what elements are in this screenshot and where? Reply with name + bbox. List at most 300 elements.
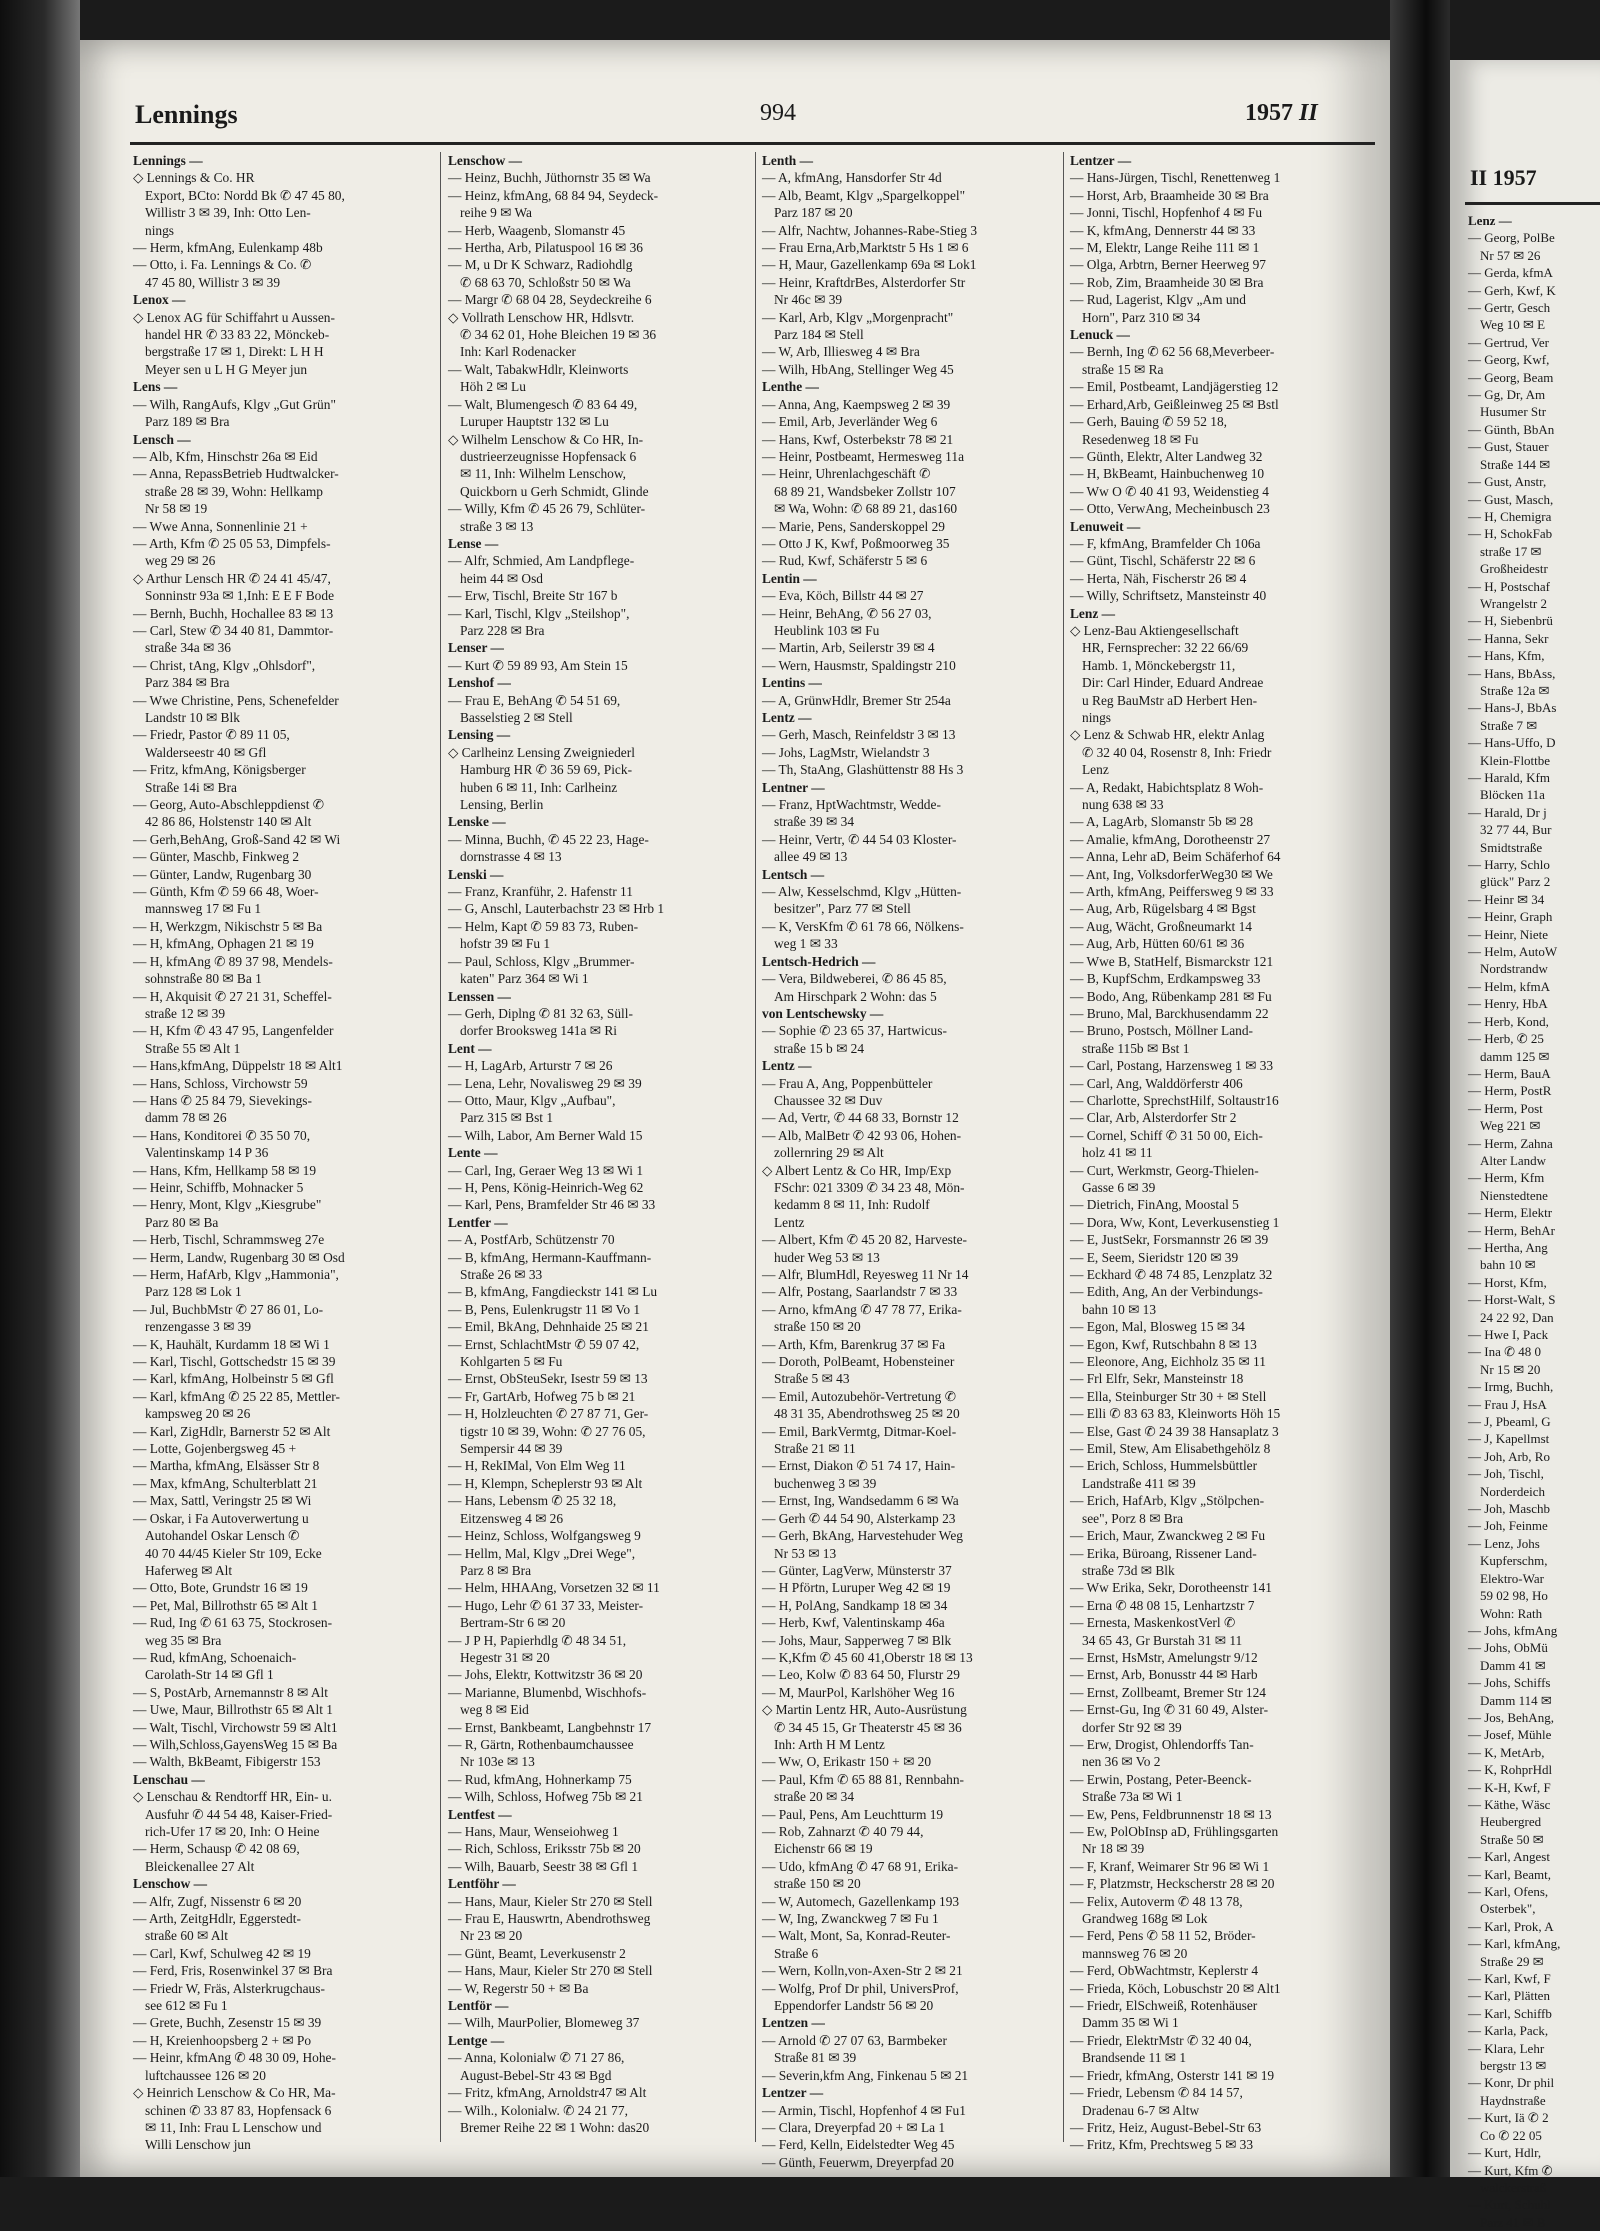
directory-entry-line: — Gust, Anstr, (1468, 474, 1547, 490)
directory-entry-line: — Max, kfmAng, Schulterblatt 21 (133, 1475, 318, 1491)
directory-entry-line: — Arth, Kfm, Barenkrug 37 ✉ Fa (762, 1336, 946, 1352)
directory-entry-line: — H, kfmAng, Ophagen 21 ✉ 19 (133, 936, 314, 952)
directory-entry-line: — Heinr, Schiffb, Mohnacker 5 (133, 1179, 304, 1195)
directory-entry-line: — Ernst, Ing, Wandsedamm 6 ✉ Wa (762, 1493, 959, 1509)
directory-entry-line: — H, Klempn, Scheplerstr 93 ✉ Alt (448, 1475, 643, 1491)
facing-header-rule (1465, 202, 1600, 205)
surname-heading: Lensch — (133, 431, 191, 447)
directory-entry-line: — Arth, kfmAng, Peiffersweg 9 ✉ 33 (1070, 884, 1274, 900)
directory-entry-line: — Martha, kfmAng, Elsässer Str 8 (133, 1458, 320, 1474)
directory-entry-line: Nordstrandw (1480, 961, 1548, 977)
directory-entry-line: — Erw, Tischl, Breite Str 167 b (448, 588, 618, 604)
directory-entry-line: — Clar, Arb, Alsterdorfer Str 2 (1070, 1110, 1237, 1126)
directory-entry-line: Dradenau 6-7 ✉ Altw (1082, 2102, 1200, 2118)
directory-entry-line: — H, Holzleuchten ✆ 27 87 71, Ger- (448, 1406, 649, 1422)
directory-entry-line: renzengasse 3 ✉ 39 (145, 1319, 252, 1335)
directory-entry-line: — Karl, Ofens, (1468, 1884, 1549, 1899)
directory-entry-line: luftchaussee 126 ✉ 20 (145, 2067, 266, 2083)
firm-entry-line: ◇ Lenschau & Rendtorff HR, Ein- u. (133, 1789, 332, 1805)
directory-entry-line: — Gerda, kfmA (1468, 265, 1553, 281)
directory-entry-line: — Leo, Kolw ✆ 83 64 50, Flurstr 29 (762, 1667, 960, 1683)
directory-entry-line: — Ina ✆ 48 0 (1468, 1344, 1541, 1360)
directory-entry-line: — Bodo, Ang, Rübenkamp 281 ✉ Fu (1070, 988, 1272, 1004)
directory-entry-line: — Anna, Ang, Kaempsweg 2 ✉ 39 (762, 396, 951, 412)
directory-entry-line: — B, KupfSchm, Erdkampsweg 33 (1070, 971, 1261, 987)
directory-entry-line: — Bruno, Mal, Barckhusendamm 22 (1070, 1005, 1269, 1021)
directory-entry-line: straße 150 ✉ 20 (774, 1319, 861, 1335)
directory-entry-line: bergstraße 17 ✉ 1, Direkt: L H H (145, 344, 324, 360)
directory-entry-line: weg 1 ✉ 33 (774, 936, 838, 952)
directory-entry-line: kedamm 8 ✉ 11, Inh: Rudolf (774, 1197, 930, 1213)
directory-entry-line: Hegestr 31 ✉ 20 (460, 1649, 550, 1665)
directory-entry-line: straße 17 ✉ (1480, 543, 1542, 559)
directory-entry-line: — Heinr, Uhrenlachgeschäft ✆ (762, 466, 931, 482)
directory-entry-line: 34 65 43, Gr Burstah 31 ✉ 11 (1082, 1632, 1243, 1648)
directory-entry-line: — Hans, Maur, Kieler Str 270 ✉ Stell (448, 1963, 653, 1979)
directory-entry-line: — Gerh,BehAng, Groß-Sand 42 ✉ Wi (133, 831, 341, 847)
directory-entry-line: Grandweg 168g ✉ Lok (1082, 1911, 1208, 1927)
directory-entry-line: — R, Gärtn, Rothenbaumchaussee (448, 1736, 634, 1752)
directory-entry-line: — Herm, HafArb, Klgv „Hammonia", (133, 1267, 339, 1282)
directory-entry-line: Parz 128 ✉ Lok 1 (145, 1284, 242, 1300)
directory-entry-line: — K,Kfm ✆ 45 60 41,Oberstr 18 ✉ 13 (762, 1649, 973, 1665)
directory-entry-line: — H, PolAng, Sandkamp 18 ✉ 34 (762, 1597, 948, 1613)
surname-heading: Lentsch-Hedrich — (762, 953, 876, 969)
directory-entry-line: Meyer sen u L H G Meyer jun (145, 361, 308, 377)
directory-entry-line: — Irmg, Buchh, (1468, 1379, 1554, 1395)
directory-entry-line: — K, Hauhält, Kurdamm 18 ✉ Wi 1 (133, 1336, 330, 1352)
directory-entry-line: — K, VersKfm ✆ 61 78 66, Nölkens- (762, 918, 964, 934)
directory-entry-line: — Herb, Waagenb, Slomanstr 45 (448, 222, 626, 238)
directory-entry-line: — Wilh, Schloss, Hofweg 75b ✉ 21 (448, 1789, 643, 1805)
directory-entry-line: Autohandel Oskar Lensch ✆ (145, 1528, 300, 1544)
firm-entry-line: ◇ Lenz-Bau Aktiengesellschaft (1070, 622, 1239, 638)
directory-entry-line: — Armin, Tischl, Hopfenhof 4 ✉ Fu1 (762, 2102, 966, 2118)
directory-entry-line: 24 22 92, Dan (1480, 1309, 1554, 1325)
directory-entry-line: — Willy, Schriftsetz, Mansteinstr 40 (1070, 588, 1267, 604)
directory-entry-line: — Willy, Kfm ✆ 45 26 79, Schlüter- (448, 501, 646, 517)
directory-entry-line: — Rud, kfmAng, Schoenaich- (133, 1649, 297, 1665)
directory-entry-line: tigstr 10 ✉ 39, Wohn: ✆ 27 76 05, (460, 1423, 646, 1439)
directory-entry-line: dorfer Str 92 ✉ 39 (1082, 1719, 1182, 1735)
directory-entry-line: — Herm, Kfm (1468, 1170, 1545, 1186)
directory-entry-line: — Günth, Feuerwm, Dreyerpfad 20 (762, 2154, 954, 2170)
directory-entry-line: Parz 80 ✉ Ba (145, 1214, 219, 1230)
surname-heading: Lentzer — (762, 2085, 824, 2101)
header-rule (130, 142, 1375, 145)
directory-entry-line: — A, kfmAng, Hansdorfer Str 4d (762, 170, 942, 186)
directory-entry-line: — Erhard,Arb, Geißleinweg 25 ✉ Bstl (1070, 396, 1279, 412)
surname-heading: Lenski — (448, 866, 504, 882)
directory-entry-line: — Hans-J, BbAs (1468, 700, 1557, 716)
directory-entry-line: bahn 10 ✉ (1480, 1257, 1536, 1273)
directory-entry-line: — Gust, Stauer (1468, 439, 1549, 455)
directory-entry-line: — Marie, Pens, Sanderskoppel 29 (762, 518, 945, 534)
directory-entry-line: — Ernst, ObSteuSekr, Isestr 59 ✉ 13 (448, 1371, 648, 1387)
directory-entry-line: — Ww, O, Erikastr 150 + ✉ 20 (762, 1754, 932, 1770)
surname-heading: Lenox — (133, 292, 186, 308)
directory-entry-line: — Hans, Konditorei ✆ 35 50 70, (133, 1127, 311, 1143)
directory-entry-line: — Grete, Buchh, Zesenstr 15 ✉ 39 (133, 2015, 322, 2031)
column-divider (755, 152, 756, 2142)
directory-entry-line: — Lenz, Johs (1468, 1535, 1540, 1551)
directory-entry-line: Basselstieg 2 ✉ Stell (460, 710, 573, 725)
directory-entry-line: — Otto, Maur, Klgv „Aufbau", (448, 1092, 616, 1108)
directory-entry-line: katen" Parz 364 ✉ Wi 1 (460, 971, 589, 987)
directory-entry-line: — W, Regerstr 50 + ✉ Ba (448, 1980, 589, 1996)
directory-entry-line: — Erich, Schloss, Hummelsbüttler (1070, 1458, 1258, 1474)
facing-page-header: II 1957 (1470, 165, 1537, 190)
directory-entry-line: — Karl, Plätten (1468, 1988, 1550, 2004)
directory-entry-line: Inh: Arth H M Lentz (774, 1736, 885, 1752)
directory-entry-line: — Anna, RepassBetrieb Hudtwalcker- (133, 466, 339, 482)
directory-entry-line: — Dora, Ww, Kont, Leverkusenstieg 1 (1070, 1214, 1280, 1230)
directory-entry-line: — W, Arb, Illiesweg 4 ✉ Bra (762, 344, 920, 360)
directory-entry-line: Damm 35 ✉ Wi 1 (1082, 2015, 1179, 2031)
directory-entry-line: — Hellm, Mal, Klgv „Drei Wege", (448, 1545, 636, 1561)
directory-entry-line: — Elli ✆ 83 63 83, Kleinworts Höh 15 (1070, 1406, 1281, 1422)
directory-entry-line: Nr 53 ✉ 13 (774, 1545, 837, 1561)
directory-entry-line: Kohlgarten 5 ✉ Fu (460, 1354, 563, 1370)
surname-heading: Lenschow — (133, 1876, 208, 1892)
directory-entry-line: — H, BkBeamt, Hainbuchenweg 10 (1070, 466, 1265, 482)
directory-entry-line: Willi Lenschow jun (145, 2137, 251, 2153)
directory-entry-line: — Günter, Maschb, Finkweg 2 (133, 849, 300, 865)
surname-heading: Lenuweit — (1070, 518, 1141, 534)
directory-entry-line: — Albert, Kfm ✆ 45 20 82, Harveste- (762, 1232, 967, 1248)
surname-heading: Lente — (448, 1145, 498, 1161)
directory-entry-line: — Friedr, ElektrMstr ✆ 32 40 04, (1070, 2032, 1252, 2048)
directory-entry-line: sohnstraße 80 ✉ Ba 1 (145, 971, 262, 987)
directory-entry-line: Bleickenallee 27 Alt (145, 1858, 255, 1874)
directory-entry-line: — Hertha, Arb, Pilatuspool 16 ✉ 36 (448, 240, 643, 256)
directory-entry-line: — Fritz, kfmAng, Arnoldstr47 ✉ Alt (448, 2085, 647, 2101)
directory-entry-line: 48 31 35, Abendrothsweg 25 ✉ 20 (774, 1406, 960, 1422)
directory-entry-line: — Wwe Anna, Sonnenlinie 21 + (133, 518, 308, 534)
directory-entry-line: — Wilh, RangAufs, Klgv „Gut Grün" (133, 396, 336, 412)
directory-entry-line: — Otto, Bote, Grundstr 16 ✉ 19 (133, 1580, 308, 1596)
directory-entry-line: — Herm, BehAr (1468, 1222, 1556, 1238)
directory-entry-line: straße 12 ✉ 39 (145, 1005, 226, 1021)
directory-entry-line: — Herm, Post (1468, 1100, 1543, 1116)
directory-entry-line: straße 15 ✉ Ra (1082, 361, 1164, 377)
directory-entry-line: Nr 23 ✉ 20 (460, 1928, 523, 1944)
directory-entry-line: — Carl, Stew ✆ 34 40 81, Dammtor- (133, 622, 334, 638)
directory-entry-line: Lensing, Berlin (460, 797, 544, 813)
directory-entry-line: Carolath-Str 14 ✉ Gfl 1 (145, 1667, 274, 1683)
directory-entry-line: 68 89 21, Wandsbeker Zollstr 107 (774, 483, 956, 499)
firm-entry-line: ◇ Martin Lentz HR, Auto-Ausrüstung (762, 1702, 967, 1718)
directory-entry-line: — Erich, Maur, Zwanckweg 2 ✉ Fu (1070, 1528, 1266, 1544)
surname-heading: Lennings — (133, 153, 203, 168)
directory-entry-line: Straße 14i ✉ Bra (145, 779, 237, 795)
directory-entry-line: — A, LagArb, Slomanstr 5b ✉ 28 (1070, 814, 1254, 830)
directory-entry-line: Parz 41 ✉ B (1480, 2214, 1546, 2230)
directory-entry-line: Parz 315 ✉ Bst 1 (460, 1110, 554, 1126)
directory-entry-line: Alter Landw (1480, 1152, 1547, 1168)
directory-entry-line: heim 44 ✉ Osd (460, 570, 544, 586)
directory-entry-line: — Karl, Prok, A (1468, 1918, 1554, 1934)
directory-entry-line: — Bruno, Postsch, Möllner Land- (1070, 1023, 1253, 1039)
directory-entry-line: — F, kfmAng, Bramfelder Ch 106a (1070, 535, 1261, 551)
directory-entry-line: — Otto J K, Kwf, Poßmoorweg 35 (762, 535, 950, 551)
directory-entry-line: Nr 15 ✉ 20 (1480, 1361, 1541, 1377)
directory-entry-line: — Karl, Tischl, Klgv „Steilshop", (448, 605, 630, 621)
directory-entry-line: — Käthe, Wäsc (1468, 1796, 1551, 1812)
directory-entry-line: ✆ 34 45 15, Gr Theaterstr 45 ✉ 36 (774, 1719, 962, 1735)
surname-heading: Lentz — (762, 1058, 812, 1074)
directory-entry-line: Lentz (774, 1214, 805, 1230)
directory-entry-line: 40 70 44/45 Kieler Str 109, Ecke (145, 1545, 322, 1561)
directory-entry-line: — Herb, ✆ 25 (1468, 1031, 1544, 1047)
surname-heading: Lenz — (1468, 213, 1512, 228)
directory-entry-line: straße 15 b ✉ 24 (774, 1040, 865, 1056)
directory-entry-line: — Heinr, BehAng, ✆ 56 27 03, (762, 605, 932, 621)
directory-entry-line: — Gust, Masch, (1468, 491, 1554, 507)
directory-entry-line: rich-Ufer 17 ✉ 20, Inh: O Heine (145, 1824, 320, 1839)
directory-entry-line: mannsweg 76 ✉ 20 (1082, 1945, 1188, 1961)
directory-entry-line: — Sophie ✆ 23 65 37, Hartwicus- (762, 1023, 947, 1039)
directory-entry-line: — Rob, Zim, Braamheide 30 ✉ Bra (1070, 274, 1264, 290)
directory-entry-line: — Wilh, MaurPolier, Blomeweg 37 (448, 2015, 640, 2031)
directory-entry-line: — Ernst, Arb, Bonusstr 44 ✉ Harb (1070, 1667, 1258, 1683)
directory-entry-line: — G, Anschl, Lauterbachstr 23 ✉ Hrb 1 (448, 901, 665, 917)
directory-entry-line: see", Porz 8 ✉ Bra (1082, 1510, 1184, 1526)
directory-entry-line: Eppendorfer Landstr 56 ✉ 20 (774, 1998, 934, 2014)
firm-entry-line: ◇ Heinrich Lenschow & Co HR, Ma- (133, 2085, 336, 2101)
directory-entry-line: — Frau E, BehAng ✆ 54 51 69, (448, 692, 621, 708)
directory-entry-line: — Alb, Beamt, Klgv „Spargelkoppel" (762, 187, 966, 203)
directory-entry-line: — Olga, Arbtrn, Berner Heerweg 97 (1070, 257, 1266, 273)
directory-entry-line: — Ernst, Diakon ✆ 51 74 17, Hain- (762, 1458, 956, 1474)
directory-entry-line: August-Bebel-Str 43 ✉ Bgd (460, 2067, 612, 2083)
directory-entry-line: — Harald, Dr j (1468, 804, 1547, 820)
directory-entry-line: — Ernst, Zollbeamt, Bremer Str 124 (1070, 1684, 1266, 1700)
directory-entry-line: dorfer Brooksweg 141a ✉ Ri (460, 1023, 617, 1039)
directory-entry-line: hofstr 39 ✉ Fu 1 (460, 936, 551, 952)
directory-entry-line: — Erw, Drogist, Ohlendorffs Tan- (1070, 1736, 1254, 1752)
directory-entry-line: — Anna, Lehr aD, Beim Schäferhof 64 (1070, 849, 1281, 865)
directory-entry-line: — Kurt, Iä ✆ 2 (1468, 2110, 1549, 2126)
surname-heading: Lent — (448, 1040, 492, 1056)
directory-entry-line: Straße 21 ✉ 11 (774, 1441, 856, 1457)
directory-entry-line: — A, PostfArb, Schützenstr 70 (448, 1232, 615, 1248)
directory-entry-line: — H, Pens, König-Heinrich-Weg 62 (448, 1179, 644, 1195)
directory-entry-line: — Friedr, kfmAng, Osterstr 141 ✉ 19 (1070, 2067, 1275, 2083)
directory-entry-line: — Emil, Stew, Am Elisabethgehölz 8 (1070, 1441, 1271, 1457)
directory-entry-line: straße 28 ✉ 39, Wohn: Hellkamp (145, 483, 323, 499)
directory-entry-line: — Horst, Arb, Braamheide 30 ✉ Bra (1070, 187, 1269, 203)
directory-entry-line: — Walth, BkBeamt, Fibigerstr 153 (133, 1754, 321, 1770)
directory-entry-line: Straße 12a ✉ (1480, 682, 1550, 698)
directory-entry-line: ✆ 68 63 70, Schloßstr 50 ✉ Wa (460, 274, 631, 290)
directory-entry-line: — Carl, Ang, Walddörferstr 406 (1070, 1075, 1243, 1091)
directory-column-4 (1070, 152, 1360, 2154)
surname-heading: Lentfer — (448, 1214, 508, 1230)
directory-entry-line: — Harry, Schlo (1468, 857, 1550, 873)
directory-entry-line: — Kurt ✆ 59 89 93, Am Stein 15 (448, 657, 628, 673)
directory-entry-line: — Ww Erika, Sekr, Dorotheenstr 141 (1070, 1580, 1272, 1596)
directory-entry-line: — Rud, kfmAng, Hohnerkamp 75 (448, 1771, 632, 1787)
book-gutter (1390, 0, 1450, 2177)
directory-entry-line: — H, Kfm ✆ 43 47 95, Langenfelder (133, 1023, 334, 1039)
directory-entry-line: — Ella, Steinburger Str 30 + ✉ Stell (1070, 1388, 1267, 1404)
directory-entry-line: straße 115b ✉ Bst 1 (1082, 1040, 1190, 1056)
directory-entry-line: Parz 184 ✉ Stell (774, 327, 864, 343)
directory-entry-line: — J, Pbeaml, G (1468, 1414, 1551, 1430)
directory-entry-line: Osterbek", (1480, 1901, 1536, 1917)
directory-entry-line: Chaussee 32 ✉ Duv (774, 1092, 883, 1108)
directory-entry-line: — Josef, Mühle (1468, 1727, 1552, 1743)
directory-entry-line: — Hwe I, Pack (1468, 1327, 1549, 1342)
directory-entry-line: Parz 187 ✉ 20 (774, 205, 853, 221)
directory-column-3 (762, 152, 1052, 2171)
directory-entry-line: — Frau E, Hauswrtn, Abendrothsweg (448, 1911, 651, 1927)
directory-entry-line: — Günt, Beamt, Leverkusenstr 2 (448, 1945, 626, 1961)
directory-entry-line: — Johs, Schiffs (1468, 1675, 1551, 1691)
directory-entry-line: — Eckhard ✆ 48 74 85, Lenzplatz 32 (1070, 1267, 1273, 1282)
directory-entry-line: — Gerh, Masch, Reinfeldstr 3 ✉ 13 (762, 727, 956, 743)
directory-entry-line: — W, Automech, Gazellenkamp 193 (762, 1893, 960, 1909)
surname-heading: Lentz — (762, 710, 812, 725)
directory-entry-line: — Johs, LagMstr, Wielandstr 3 (762, 744, 930, 760)
directory-entry-line: — Rud, Lagerist, Klgv „Am und (1070, 292, 1246, 308)
directory-entry-line: — Carl, Ing, Geraer Weg 13 ✉ Wi 1 (448, 1162, 644, 1178)
directory-entry-line: — Herm, BauA (1468, 1065, 1551, 1081)
directory-entry-line: Husumer Str (1480, 404, 1547, 420)
directory-entry-line: — Gertr, Gesch (1468, 300, 1551, 316)
directory-entry-line: ✉ 11, Inh: Wilhelm Lenschow, (460, 466, 627, 482)
directory-entry-line: Co ✆ 22 05 (1480, 2127, 1542, 2143)
directory-entry-line: — Fr, GartArb, Hofweg 75 b ✉ 21 (448, 1388, 636, 1404)
firm-entry-line: ◇ Lennings & Co. HR (133, 170, 255, 186)
directory-entry-line: — Karl, Arb, Klgv „Morgenpracht" (762, 309, 954, 325)
directory-entry-line: Sempersir 44 ✉ 39 (460, 1441, 563, 1457)
directory-entry-line: — Marianne, Blumenbd, Wischhofs- (448, 1684, 647, 1700)
surname-heading: von Lentschewsky — (762, 1005, 884, 1021)
directory-entry-line: — Henry, Mont, Klgv „Kiesgrube" (133, 1197, 322, 1213)
directory-entry-line: — H, RekIMal, Von Elm Weg 11 (448, 1458, 626, 1474)
directory-entry-line: Straße 26 ✉ 33 (460, 1267, 543, 1282)
surname-heading: Lenthe — (762, 379, 819, 395)
directory-entry-line: bahn 10 ✉ 13 (1082, 1301, 1157, 1317)
directory-entry-line: — Severin,kfm Ang, Finkenau 5 ✉ 21 (762, 2067, 969, 2083)
directory-entry-line: — Arnold ✆ 27 07 63, Barmbeker (762, 2032, 947, 2048)
directory-entry-line: — J, Kapellmst (1468, 1431, 1550, 1447)
directory-entry-line: — Herm, PostR (1468, 1083, 1552, 1099)
directory-entry-line: — Bernh, Ing ✆ 62 56 68,Meverbeer- (1070, 344, 1275, 360)
directory-entry-line: Straße 29 ✉ (1480, 1953, 1544, 1969)
directory-entry-line: — Otto, VerwAng, Mecheinbusch 23 (1070, 501, 1270, 517)
directory-entry-line: — Friedr, ElSchweiß, Rotenhäuser (1070, 1998, 1258, 2014)
directory-entry-line: — Aug, Arb, Hütten 60/61 ✉ 36 (1070, 936, 1245, 952)
column-divider (440, 152, 441, 2142)
directory-entry-line: — Ernst, SchlachtMstr ✆ 59 07 42, (448, 1336, 640, 1352)
directory-entry-line: — Max, Sattl, Veringstr 25 ✉ Wi (133, 1493, 312, 1509)
directory-entry-line: — Paul, Kfm ✆ 65 88 81, Rennbahn- (762, 1771, 965, 1787)
directory-entry-line: — H, Maur, Gazellenkamp 69a ✉ Lok1 (762, 257, 977, 273)
page-number: 994 (760, 100, 796, 126)
directory-entry-line: — B, kfmAng, Fangdieckstr 141 ✉ Lu (448, 1284, 658, 1300)
directory-entry-line: — Ferd, Fris, Rosenwinkel 37 ✉ Bra (133, 1963, 333, 1979)
directory-entry-line: — Bernh, Buchh, Hochallee 83 ✉ 13 (133, 605, 334, 621)
directory-entry-line: straße 73d ✉ Blk (1082, 1562, 1175, 1578)
directory-entry-line: Weg 221 ✉ (1480, 1118, 1541, 1134)
directory-entry-line: — Johs, Elektr, Kottwitzstr 36 ✉ 20 (448, 1667, 643, 1683)
directory-entry-line: — Wilh,Schloss,GayensWeg 15 ✉ Ba (133, 1736, 338, 1752)
directory-entry-line: Ausfuhr ✆ 44 54 48, Kaiser-Fried- (145, 1806, 333, 1822)
directory-entry-line: — Karl, Schiffb (1468, 2005, 1552, 2021)
directory-entry-line: — Helm, HHAAng, Vorsetzen 32 ✉ 11 (448, 1580, 660, 1596)
directory-entry-line: — Georg, PolBe (1468, 230, 1555, 246)
directory-entry-line: — Egon, Kwf, Rutschbahn 8 ✉ 13 (1070, 1336, 1257, 1352)
directory-entry-line: — Th, StaAng, Glashüttenstr 88 Hs 3 (762, 762, 964, 778)
directory-entry-line: — Ernst, Bankbeamt, Langbehnstr 17 (448, 1719, 652, 1735)
directory-entry-line: Lenz (1082, 762, 1109, 778)
directory-entry-line: — Christ, tAng, Klgv „Ohlsdorf", (133, 657, 316, 673)
directory-entry-line: — Heinr, Graph (1468, 909, 1553, 925)
directory-entry-line: — Ant, Ing, VolksdorferWeg30 ✉ We (1070, 866, 1273, 882)
surname-heading: Lens — (133, 379, 178, 395)
firm-entry-line: ◇ Albert Lentz & Co HR, Imp/Exp (762, 1162, 952, 1178)
firm-entry-line: ◇ Arthur Lensch HR ✆ 24 41 45/47, (133, 570, 331, 586)
directory-entry-line: — Ernst, HsMstr, Amelungstr 9/12 (1070, 1649, 1258, 1665)
directory-entry-line: — Curt, Werkmstr, Georg-Thielen- (1070, 1162, 1259, 1178)
directory-entry-line: — Helm, AutoW (1468, 944, 1558, 960)
directory-entry-line: — Cornel, Schiff ✆ 31 50 00, Eich- (1070, 1127, 1263, 1143)
directory-entry-line: — Herta, Näh, Fischerstr 26 ✉ 4 (1070, 570, 1247, 586)
directory-entry-line: 42 86 86, Holstenstr 140 ✉ Alt (145, 814, 312, 830)
directory-entry-line: Heublink 103 ✉ Fu (774, 622, 880, 638)
directory-entry-line: Bremer Reihe 22 ✉ 1 Wohn: das20 (460, 2119, 650, 2135)
directory-entry-line: — H, SchokFab (1468, 526, 1553, 542)
directory-entry-line: huder Weg 53 ✉ 13 (774, 1249, 880, 1265)
directory-entry-line: — Ferd, Pens ✆ 58 11 52, Bröder- (1070, 1928, 1256, 1944)
directory-entry-line: — Wilh, Bauarb, Seestr 38 ✉ Gfl 1 (448, 1858, 639, 1874)
directory-entry-line: — A, GrünwHdlr, Bremer Str 254a (762, 692, 951, 708)
directory-entry-line: Haferweg ✉ Alt (145, 1562, 233, 1578)
directory-entry-line: Heubergred (1480, 1814, 1542, 1830)
directory-entry-line: — Heinr, Vertr, ✆ 44 54 03 Kloster- (762, 831, 957, 847)
directory-entry-line: ✉ Wa, Wohn: ✆ 68 89 21, das160 (774, 501, 958, 517)
directory-entry-line: weg 35 ✉ Bra (145, 1632, 222, 1648)
directory-entry-line: Straße 50 ✉ (1480, 1831, 1544, 1847)
directory-entry-line: — Joh, Feinme (1468, 1518, 1548, 1534)
directory-entry-line: — Egon, Mal, Blosweg 15 ✉ 34 (1070, 1319, 1245, 1335)
running-header-year: 1957 II (1245, 100, 1318, 126)
directory-entry-line: — Frieda, Köch, Lobuschstr 20 ✉ Alt1 (1070, 1980, 1281, 1996)
directory-entry-line: huben 6 ✉ 11, Inh: Carlheinz (460, 779, 618, 795)
directory-entry-line: allee 49 ✉ 13 (774, 849, 848, 865)
surname-heading: Lenschau — (133, 1771, 205, 1787)
directory-entry-line: Straße 5 ✉ 43 (774, 1371, 850, 1387)
directory-entry-line: bergstr 13 ✉ (1480, 2058, 1547, 2074)
directory-entry-line: mannsweg 17 ✉ Fu 1 (145, 901, 262, 917)
directory-entry-line: buchenweg 3 ✉ 39 (774, 1475, 877, 1491)
directory-entry-line: Elektro-War (1480, 1570, 1544, 1586)
facing-page-column (1468, 212, 1600, 2231)
directory-entry-line: Dir: Carl Hinder, Eduard Andreae (1082, 675, 1264, 691)
directory-entry-line: 47 45 80, Willistr 3 ✉ 39 (145, 274, 281, 290)
directory-entry-line: dornstrasse 4 ✉ 13 (460, 849, 562, 865)
directory-entry-line: — Hans, Kfm, (1468, 648, 1545, 664)
directory-entry-line: Am Hirschpark 2 Wohn: das 5 (774, 988, 937, 1004)
directory-entry-line: Damm 41 ✉ (1480, 1657, 1546, 1673)
directory-entry-line: — K, kfmAng, Dennerstr 44 ✉ 33 (1070, 222, 1256, 238)
directory-entry-line: Straße 144 ✉ (1480, 456, 1551, 472)
directory-entry-line: — Hans,kfmAng, Düppelstr 18 ✉ Alt1 (133, 1058, 343, 1074)
directory-entry-line: — Henry, HbA (1468, 996, 1548, 1012)
